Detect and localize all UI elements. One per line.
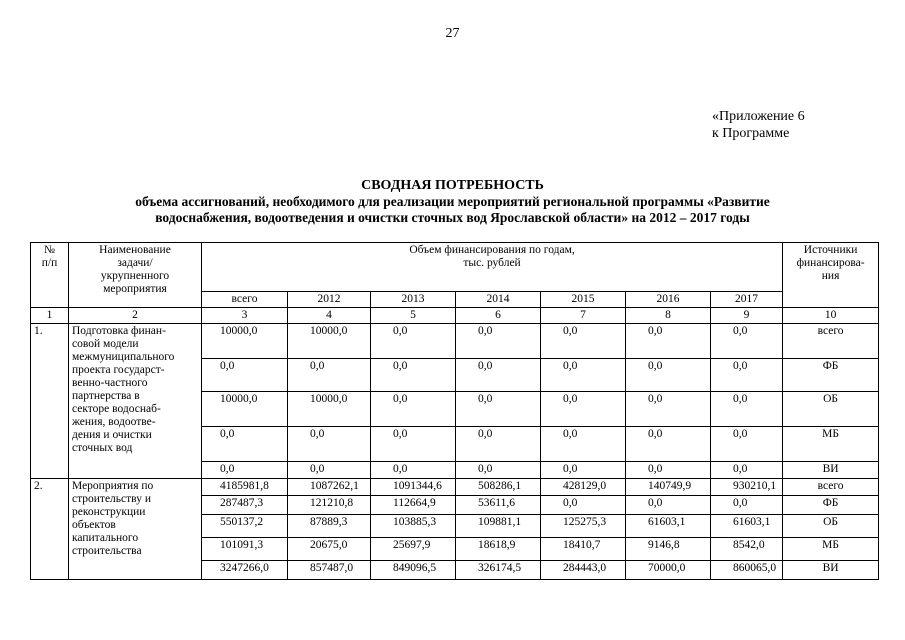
appendix-line-1: «Приложение 6 (712, 109, 805, 124)
value-cell: 0,0 (456, 324, 541, 359)
measure-name: Подготовка финан- совой модели межмуниципального проекта государст- венно-частного партнерства в секторе водоснаб- жения, водоотве- дения и очистки сточных вод (69, 324, 202, 479)
value-cell: 0,0 (371, 392, 456, 427)
value-cell: 70000,0 (626, 561, 711, 580)
value-cell: 930210,1 (711, 479, 783, 496)
value-cell: 0,0 (541, 496, 626, 515)
value-cell: 326174,5 (456, 561, 541, 580)
value-cell: 125275,3 (541, 515, 626, 538)
subtitle-line-1: объема ассигнований, необходимого для реализации мероприятий региональной программы «Развитие (135, 194, 770, 209)
value-cell: 0,0 (202, 359, 288, 392)
page-number: 27 (445, 26, 460, 41)
appendix-line-2: к Программе (712, 126, 790, 141)
value-cell: 0,0 (626, 462, 711, 479)
value-cell: 0,0 (288, 462, 371, 479)
funding-source: ОБ (783, 392, 879, 427)
value-cell: 0,0 (711, 427, 783, 462)
value-cell: 9146,8 (626, 538, 711, 561)
funding-source: МБ (783, 427, 879, 462)
header-year-2014: 2014 (456, 292, 541, 308)
index-cell: 10 (783, 308, 879, 324)
value-cell: 0,0 (371, 427, 456, 462)
index-cell: 1 (31, 308, 69, 324)
value-cell: 61603,1 (711, 515, 783, 538)
value-cell: 25697,9 (371, 538, 456, 561)
value-cell: 0,0 (711, 324, 783, 359)
header-year-2012: 2012 (288, 292, 371, 308)
value-cell: 61603,1 (626, 515, 711, 538)
value-cell: 860065,0 (711, 561, 783, 580)
value-cell: 0,0 (371, 462, 456, 479)
value-cell: 109881,1 (456, 515, 541, 538)
value-cell: 20675,0 (288, 538, 371, 561)
funding-source: ФБ (783, 496, 879, 515)
value-cell: 101091,3 (202, 538, 288, 561)
value-cell: 10000,0 (288, 392, 371, 427)
value-cell: 8542,0 (711, 538, 783, 561)
value-cell: 0,0 (541, 392, 626, 427)
document-title: СВОДНАЯ ПОТРЕБНОСТЬ (361, 178, 544, 193)
value-cell: 0,0 (371, 324, 456, 359)
value-cell: 10000,0 (202, 392, 288, 427)
value-cell: 550137,2 (202, 515, 288, 538)
index-cell: 2 (69, 308, 202, 324)
header-year-2013: 2013 (371, 292, 456, 308)
row-number: 1. (31, 324, 69, 479)
funding-source: МБ (783, 538, 879, 561)
value-cell: 0,0 (202, 462, 288, 479)
appendix-note (712, 108, 805, 142)
value-cell: 3247266,0 (202, 561, 288, 580)
header-year-2015: 2015 (541, 292, 626, 308)
value-cell: 0,0 (371, 359, 456, 392)
value-cell: 10000,0 (288, 324, 371, 359)
index-cell: 9 (711, 308, 783, 324)
value-cell: 857487,0 (288, 561, 371, 580)
value-cell: 0,0 (626, 496, 711, 515)
row-number: 2. (31, 479, 69, 580)
value-cell: 53611,6 (456, 496, 541, 515)
funding-source: всего (783, 324, 879, 359)
value-cell: 18410,7 (541, 538, 626, 561)
value-cell: 87889,3 (288, 515, 371, 538)
value-cell: 0,0 (711, 462, 783, 479)
table-row (31, 324, 879, 359)
value-cell: 1091344,6 (371, 479, 456, 496)
header-volume: Объем финансирования по годам, тыс. рублей (202, 243, 783, 292)
value-cell: 0,0 (626, 324, 711, 359)
value-cell: 0,0 (456, 427, 541, 462)
value-cell: 0,0 (711, 496, 783, 515)
header-name: Наименование задачи/ укрупненного мероприятия (69, 243, 202, 308)
value-cell: 0,0 (626, 359, 711, 392)
value-cell: 0,0 (711, 359, 783, 392)
value-cell: 1087262,1 (288, 479, 371, 496)
value-cell: 103885,3 (371, 515, 456, 538)
header-year-2016: 2016 (626, 292, 711, 308)
funding-source: ВИ (783, 462, 879, 479)
funding-source: ВИ (783, 561, 879, 580)
index-cell: 3 (202, 308, 288, 324)
funding-source: ФБ (783, 359, 879, 392)
value-cell: 0,0 (541, 462, 626, 479)
value-cell: 0,0 (456, 462, 541, 479)
index-cell: 7 (541, 308, 626, 324)
header-sources: Источники финансирова- ния (783, 243, 879, 308)
funding-source: всего (783, 479, 879, 496)
measure-name: Мероприятия по строительству и реконструкции объектов капитального строительства (69, 479, 202, 580)
index-cell: 6 (456, 308, 541, 324)
value-cell: 0,0 (626, 427, 711, 462)
value-cell: 0,0 (541, 324, 626, 359)
value-cell: 508286,1 (456, 479, 541, 496)
value-cell: 0,0 (456, 359, 541, 392)
value-cell: 0,0 (541, 427, 626, 462)
funding-source: ОБ (783, 515, 879, 538)
value-cell: 287487,3 (202, 496, 288, 515)
value-cell: 0,0 (288, 427, 371, 462)
value-cell: 428129,0 (541, 479, 626, 496)
value-cell: 18618,9 (456, 538, 541, 561)
value-cell: 0,0 (711, 392, 783, 427)
value-cell: 0,0 (541, 359, 626, 392)
value-cell: 284443,0 (541, 561, 626, 580)
value-cell: 10000,0 (202, 324, 288, 359)
value-cell: 0,0 (626, 392, 711, 427)
header-year-2017: 2017 (711, 292, 783, 308)
value-cell: 4185981,8 (202, 479, 288, 496)
index-cell: 4 (288, 308, 371, 324)
column-index-row (31, 308, 879, 324)
table-row (31, 479, 879, 496)
subtitle-line-2: водоснабжения, водоотведения и очистки сточных вод Ярославской области» на 2012 – 2017 годы (155, 210, 750, 225)
value-cell: 121210,8 (288, 496, 371, 515)
header-year-total: всего (202, 292, 288, 308)
document-subtitle (0, 194, 905, 226)
header-num: № п/п (31, 243, 69, 308)
value-cell: 0,0 (456, 392, 541, 427)
value-cell: 140749,9 (626, 479, 711, 496)
index-cell: 8 (626, 308, 711, 324)
value-cell: 849096,5 (371, 561, 456, 580)
budget-table (30, 242, 879, 580)
value-cell: 0,0 (288, 359, 371, 392)
index-cell: 5 (371, 308, 456, 324)
value-cell: 112664,9 (371, 496, 456, 515)
value-cell: 0,0 (202, 427, 288, 462)
